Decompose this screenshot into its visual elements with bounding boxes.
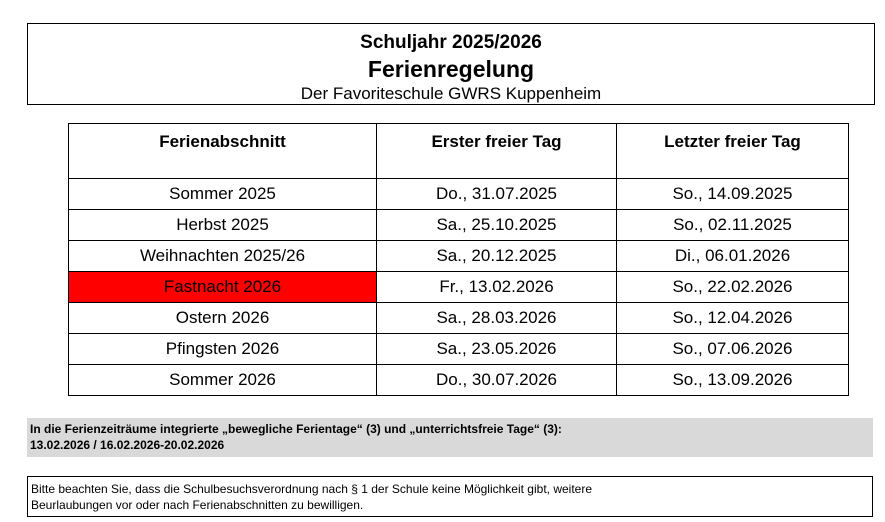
last-day-cell: Di., 06.01.2026 <box>617 241 849 272</box>
last-day-cell: So., 13.09.2026 <box>617 365 849 396</box>
info-dates: 13.02.2026 / 16.02.2026-20.02.2026 <box>30 438 225 452</box>
first-day-cell: Do., 31.07.2025 <box>377 179 617 210</box>
title-box <box>27 23 875 105</box>
first-day-cell: Sa., 25.10.2025 <box>377 210 617 241</box>
document-title: Ferienregelung <box>367 56 535 82</box>
first-day-cell: Sa., 20.12.2025 <box>377 241 617 272</box>
column-header-first-day: Erster freier Tag <box>377 124 617 179</box>
column-header-period: Ferienabschnitt <box>69 124 377 179</box>
last-day-cell: So., 22.02.2026 <box>617 272 849 303</box>
last-day-cell: So., 02.11.2025 <box>617 210 849 241</box>
table-row <box>69 303 849 334</box>
last-day-cell: So., 14.09.2025 <box>617 179 849 210</box>
first-day-cell: Do., 30.07.2026 <box>377 365 617 396</box>
table-row <box>69 272 849 303</box>
holiday-period-cell: Sommer 2025 <box>69 179 377 210</box>
integrated-days-info <box>27 418 873 457</box>
last-day-cell: So., 07.06.2026 <box>617 334 849 365</box>
leave-note <box>27 476 873 517</box>
note-line-1: Bitte beachten Sie, dass die Schulbesuchsverordnung nach § 1 der Schule keine Möglichkeit gibt, weitere <box>31 482 593 496</box>
holiday-table <box>68 123 849 396</box>
holiday-period-cell: Fastnacht 2026 <box>69 272 377 303</box>
column-header-last-day: Letzter freier Tag <box>617 124 849 179</box>
first-day-cell: Fr., 13.02.2026 <box>377 272 617 303</box>
table-row <box>69 365 849 396</box>
first-day-cell: Sa., 28.03.2026 <box>377 303 617 334</box>
first-day-cell: Sa., 23.05.2026 <box>377 334 617 365</box>
holiday-period-cell: Ostern 2026 <box>69 303 377 334</box>
info-text: In die Ferienzeiträume integrierte „bewegliche Ferientage“ (3) und „unterrichtsfreie Tage“ (3): <box>30 422 562 436</box>
table-row <box>69 241 849 272</box>
table-row <box>69 210 849 241</box>
holiday-period-cell: Pfingsten 2026 <box>69 334 377 365</box>
table-row <box>69 179 849 210</box>
school-name: Der Favoriteschule GWRS Kuppenheim <box>300 84 602 103</box>
table-header-row <box>69 124 849 179</box>
holiday-period-cell: Weihnachten 2025/26 <box>69 241 377 272</box>
last-day-cell: So., 12.04.2026 <box>617 303 849 334</box>
holiday-period-cell: Herbst 2025 <box>69 210 377 241</box>
note-line-2: Beurlaubungen vor oder nach Ferienabschnitten zu bewilligen. <box>31 498 364 512</box>
table-row <box>69 334 849 365</box>
holiday-period-cell: Sommer 2026 <box>69 365 377 396</box>
school-year-title: Schuljahr 2025/2026 <box>360 32 542 53</box>
